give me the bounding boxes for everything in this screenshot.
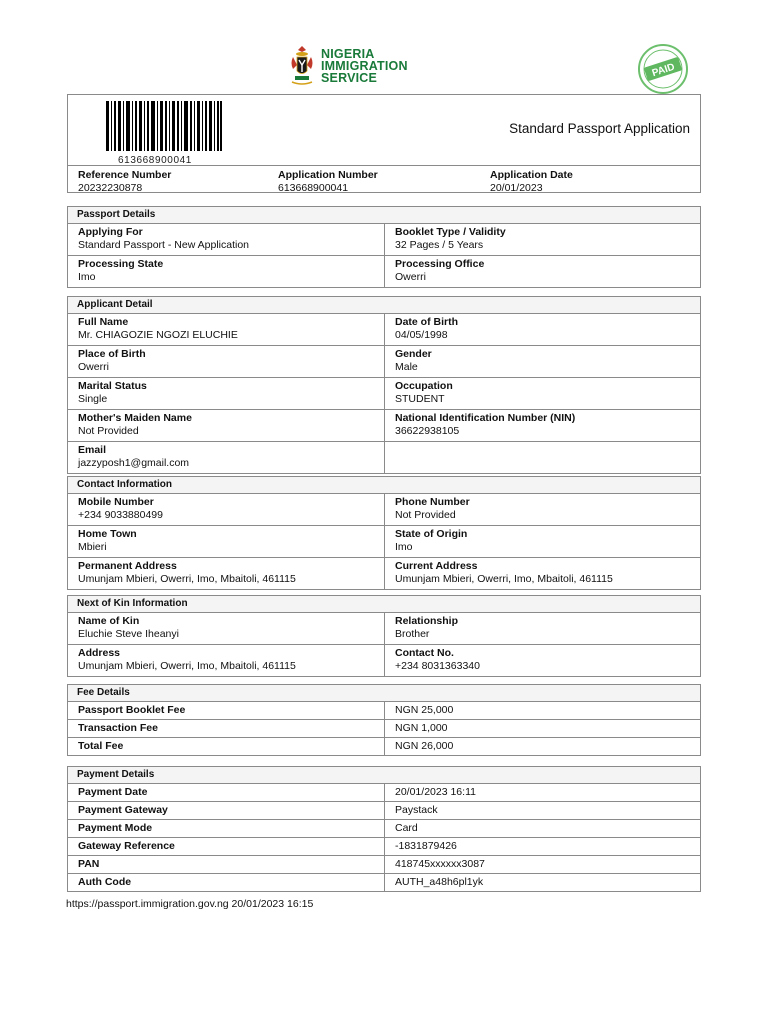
application-date-label: Application Date bbox=[490, 169, 573, 181]
field-value: Brother bbox=[395, 628, 430, 640]
field-value: Standard Passport - New Application bbox=[78, 239, 250, 251]
next-of-kin-section bbox=[67, 595, 701, 677]
table-row bbox=[68, 494, 700, 526]
table-row bbox=[68, 738, 700, 755]
application-number-cell bbox=[278, 169, 378, 194]
payment-value: -1831879426 bbox=[384, 838, 700, 855]
field-label: Processing Office bbox=[395, 258, 485, 270]
payment-value: Paystack bbox=[384, 802, 700, 819]
field-cell bbox=[384, 256, 700, 287]
application-date-value: 20/01/2023 bbox=[490, 182, 543, 194]
section-title: Payment Details bbox=[68, 767, 700, 784]
table-row bbox=[68, 442, 700, 473]
field-value: Imo bbox=[78, 271, 96, 283]
field-value: +234 8031363340 bbox=[395, 660, 480, 672]
field-cell bbox=[68, 558, 384, 589]
page-title: Standard Passport Application bbox=[509, 121, 690, 136]
field-cell bbox=[384, 314, 700, 345]
field-value: Mr. CHIAGOZIE NGOZI ELUCHIE bbox=[78, 329, 238, 341]
reference-number-cell bbox=[78, 169, 171, 194]
reference-row bbox=[68, 165, 700, 194]
fee-value: NGN 25,000 bbox=[384, 702, 700, 719]
table-row bbox=[68, 720, 700, 738]
field-label: Occupation bbox=[395, 380, 453, 392]
field-label: Mother's Maiden Name bbox=[78, 412, 192, 424]
applicant-detail-section bbox=[67, 296, 701, 474]
agency-logo bbox=[289, 45, 419, 89]
payment-label: Gateway Reference bbox=[78, 840, 175, 852]
field-label: National Identification Number (NIN) bbox=[395, 412, 576, 424]
field-cell bbox=[384, 442, 700, 473]
field-cell bbox=[68, 526, 384, 557]
field-value: Umunjam Mbieri, Owerri, Imo, Mbaitoli, 461115 bbox=[78, 573, 296, 585]
paid-stamp bbox=[637, 43, 689, 95]
table-row bbox=[68, 702, 700, 720]
field-value: Owerri bbox=[78, 361, 109, 373]
field-label: Marital Status bbox=[78, 380, 147, 392]
section-title: Next of Kin Information bbox=[68, 596, 700, 613]
print-footer: https://passport.immigration.gov.ng 20/01/2023 16:15 bbox=[66, 898, 314, 910]
field-label: Phone Number bbox=[395, 496, 470, 508]
field-cell bbox=[384, 494, 700, 525]
field-cell bbox=[384, 526, 700, 557]
section-title: Applicant Detail bbox=[68, 297, 700, 314]
field-value: STUDENT bbox=[395, 393, 445, 405]
agency-name bbox=[321, 48, 408, 84]
table-row bbox=[68, 346, 700, 378]
field-label: Place of Birth bbox=[78, 348, 146, 360]
field-label: Email bbox=[78, 444, 107, 456]
table-row bbox=[68, 838, 700, 856]
payment-value: AUTH_a48h6pl1yk bbox=[384, 874, 700, 891]
payment-value: Card bbox=[384, 820, 700, 837]
field-value: Male bbox=[395, 361, 418, 373]
agency-name-line3: SERVICE bbox=[321, 71, 378, 85]
payment-label: PAN bbox=[78, 858, 100, 870]
agency-name-line1: NIGERIA bbox=[321, 47, 375, 61]
field-label: Permanent Address bbox=[78, 560, 177, 572]
field-value: Owerri bbox=[395, 271, 426, 283]
payment-label: Payment Mode bbox=[78, 822, 153, 834]
field-label: Name of Kin bbox=[78, 615, 140, 627]
field-label: Current Address bbox=[395, 560, 478, 572]
application-number-value: 613668900041 bbox=[278, 182, 349, 194]
field-cell bbox=[384, 378, 700, 409]
fee-label: Total Fee bbox=[78, 740, 124, 752]
table-row bbox=[68, 784, 700, 802]
table-row bbox=[68, 526, 700, 558]
section-title: Fee Details bbox=[68, 685, 700, 702]
field-cell bbox=[384, 224, 700, 255]
field-cell bbox=[384, 613, 700, 644]
field-cell bbox=[68, 494, 384, 525]
field-value: 36622938105 bbox=[395, 425, 460, 437]
field-label: Gender bbox=[395, 348, 432, 360]
agency-name-line2: IMMIGRATION bbox=[321, 59, 408, 73]
coat-of-arms-icon bbox=[289, 45, 315, 87]
contact-information-section bbox=[67, 476, 701, 590]
paid-stamp-label: PAID bbox=[650, 61, 677, 80]
table-row bbox=[68, 314, 700, 346]
field-label: Contact No. bbox=[395, 647, 454, 659]
field-value: +234 9033880499 bbox=[78, 509, 163, 521]
table-row bbox=[68, 224, 700, 256]
payment-value: 20/01/2023 16:11 bbox=[384, 784, 700, 801]
field-label: Full Name bbox=[78, 316, 129, 328]
field-label: Address bbox=[78, 647, 121, 659]
field-label: Booklet Type / Validity bbox=[395, 226, 506, 238]
payment-value: 418745xxxxxx3087 bbox=[384, 856, 700, 873]
table-row bbox=[68, 820, 700, 838]
field-cell bbox=[384, 645, 700, 676]
field-cell bbox=[68, 346, 384, 377]
table-row bbox=[68, 558, 700, 589]
table-row bbox=[68, 613, 700, 645]
passport-details-section bbox=[67, 206, 701, 288]
field-value: 32 Pages / 5 Years bbox=[395, 239, 484, 251]
application-number-label: Application Number bbox=[278, 169, 378, 181]
payment-label: Auth Code bbox=[78, 876, 132, 888]
field-cell bbox=[68, 410, 384, 441]
field-value: Not Provided bbox=[78, 425, 139, 437]
field-label: Home Town bbox=[78, 528, 137, 540]
field-cell bbox=[68, 256, 384, 287]
field-value: Umunjam Mbieri, Owerri, Imo, Mbaitoli, 461115 bbox=[78, 660, 296, 672]
field-value: Imo bbox=[395, 541, 413, 553]
payment-details-section bbox=[67, 766, 701, 892]
fee-label: Passport Booklet Fee bbox=[78, 704, 186, 716]
field-cell bbox=[384, 410, 700, 441]
field-value: Mbieri bbox=[78, 541, 107, 553]
field-value: Single bbox=[78, 393, 108, 405]
payment-label: Payment Date bbox=[78, 786, 148, 798]
reference-number-value: 20232230878 bbox=[78, 182, 143, 194]
field-cell bbox=[384, 558, 700, 589]
field-cell bbox=[68, 378, 384, 409]
section-title: Passport Details bbox=[68, 207, 700, 224]
fee-value: NGN 1,000 bbox=[384, 720, 700, 737]
application-date-cell bbox=[490, 169, 573, 194]
table-row bbox=[68, 378, 700, 410]
field-cell bbox=[68, 613, 384, 644]
payment-label: Payment Gateway bbox=[78, 804, 168, 816]
field-label: Relationship bbox=[395, 615, 459, 627]
field-label: Date of Birth bbox=[395, 316, 458, 328]
table-row bbox=[68, 256, 700, 287]
field-label: Applying For bbox=[78, 226, 143, 238]
table-row bbox=[68, 856, 700, 874]
reference-number-label: Reference Number bbox=[78, 169, 172, 181]
field-label: Processing State bbox=[78, 258, 164, 270]
field-cell bbox=[68, 314, 384, 345]
field-value: jazzyposh1@gmail.com bbox=[78, 457, 190, 469]
barcode-number: 613668900041 bbox=[118, 155, 192, 166]
field-cell bbox=[68, 645, 384, 676]
table-row bbox=[68, 410, 700, 442]
application-header bbox=[67, 94, 701, 193]
field-value: Not Provided bbox=[395, 509, 456, 521]
field-value: Umunjam Mbieri, Owerri, Imo, Mbaitoli, 461115 bbox=[395, 573, 613, 585]
table-row bbox=[68, 645, 700, 676]
field-value: 04/05/1998 bbox=[395, 329, 448, 341]
field-label: State of Origin bbox=[395, 528, 468, 540]
field-cell bbox=[384, 346, 700, 377]
section-title: Contact Information bbox=[68, 477, 700, 494]
field-label: Mobile Number bbox=[78, 496, 154, 508]
fee-details-section bbox=[67, 684, 701, 756]
table-row bbox=[68, 802, 700, 820]
table-row bbox=[68, 874, 700, 891]
fee-value: NGN 26,000 bbox=[384, 738, 700, 755]
fee-label: Transaction Fee bbox=[78, 722, 158, 734]
field-cell bbox=[68, 442, 384, 473]
barcode-icon bbox=[106, 101, 222, 151]
field-value: Eluchie Steve Iheanyi bbox=[78, 628, 179, 640]
field-cell bbox=[68, 224, 384, 255]
